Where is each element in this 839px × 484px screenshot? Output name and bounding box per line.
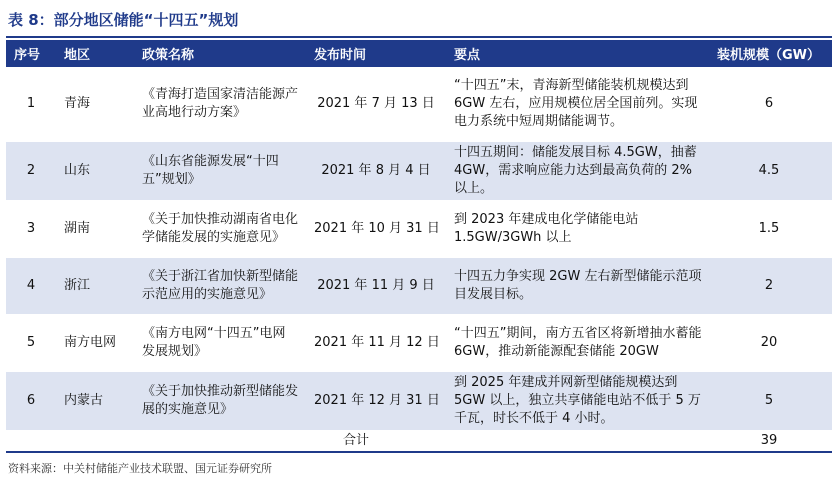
header-no: 序号	[6, 40, 56, 67]
row-points: 到 2023 年建成电化学储能电站 1.5GW/3GWh 以上	[446, 201, 706, 258]
row-no: 6	[6, 372, 56, 431]
row-points: 到 2025 年建成并网新型储能规模达到 5GW 以上，独立共享储能电站不低于 5 万千瓦，时长不低于 4 小时。	[446, 372, 706, 431]
source-note: 资料来源：中关村储能产业技术联盟、国元证券研究所	[8, 462, 272, 475]
row-policy: 《关于浙江省加快新型储能示范应用的实施意见》	[134, 258, 306, 315]
row-policy: 《南方电网“十四五”电网发展规划》	[134, 315, 306, 372]
row-no: 3	[6, 201, 56, 258]
row-points: 十四五力争实现 2GW 左右新型储能示范项目发展目标。	[446, 258, 706, 315]
row-policy: 《关于加快推动新型储能发展的实施意见》	[134, 372, 306, 431]
total-label: 合计	[6, 431, 706, 453]
caption-divider	[6, 36, 832, 38]
row-no: 5	[6, 315, 56, 372]
row-date: 2021 年 8 月 4 日	[306, 142, 446, 201]
table-total-row	[6, 431, 832, 453]
row-policy: 《青海打造国家清洁能源产业高地行动方案》	[134, 67, 306, 142]
header-region: 地区	[56, 40, 134, 67]
header-date: 发布时间	[306, 40, 446, 67]
row-region: 青海	[56, 67, 134, 142]
row-date: 2021 年 10 月 31 日	[306, 201, 446, 258]
row-capacity: 6	[706, 67, 832, 142]
table-row	[6, 142, 832, 201]
row-policy: 《山东省能源发展“十四五”规划》	[134, 142, 306, 201]
row-date: 2021 年 11 月 12 日	[306, 315, 446, 372]
row-region: 南方电网	[56, 315, 134, 372]
table-caption: 表 8：部分地区储能“十四五”规划	[8, 11, 239, 29]
row-region: 湖南	[56, 201, 134, 258]
row-capacity: 5	[706, 372, 832, 431]
row-capacity: 4.5	[706, 142, 832, 201]
row-date: 2021 年 12 月 31 日	[306, 372, 446, 431]
row-capacity: 1.5	[706, 201, 832, 258]
row-date: 2021 年 11 月 9 日	[306, 258, 446, 315]
total-capacity: 39	[706, 431, 832, 453]
row-capacity: 20	[706, 315, 832, 372]
table-row	[6, 258, 832, 315]
row-no: 1	[6, 67, 56, 142]
row-points: “十四五”期间，南方五省区将新增抽水蓄能 6GW，推动新能源配套储能 20GW	[446, 315, 706, 372]
row-region: 山东	[56, 142, 134, 201]
header-points: 要点	[446, 40, 706, 67]
table-row	[6, 67, 832, 142]
row-no: 2	[6, 142, 56, 201]
table-header-row	[6, 40, 832, 67]
table-row	[6, 315, 832, 372]
table-row	[6, 201, 832, 258]
row-policy: 《关于加快推动湖南省电化学储能发展的实施意见》	[134, 201, 306, 258]
row-points: 十四五期间：储能发展目标 4.5GW，抽蓄 4GW，需求响应能力达到最高负荷的 2%以上。	[446, 142, 706, 201]
header-capacity: 装机规模（GW）	[706, 40, 832, 67]
row-date: 2021 年 7 月 13 日	[306, 67, 446, 142]
storage-plan-table	[6, 40, 832, 453]
row-region: 浙江	[56, 258, 134, 315]
row-region: 内蒙古	[56, 372, 134, 431]
header-policy: 政策名称	[134, 40, 306, 67]
row-capacity: 2	[706, 258, 832, 315]
table-row	[6, 372, 832, 431]
row-no: 4	[6, 258, 56, 315]
row-points: “十四五”末，青海新型储能装机规模达到 6GW 左右，应用规模位居全国前列。实现电力系统中短周期储能调节。	[446, 67, 706, 142]
